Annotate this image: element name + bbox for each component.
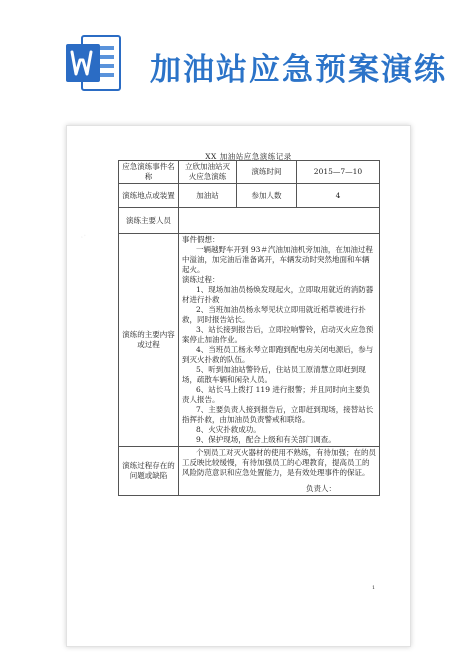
issues-label: 演练过程存在的问题或缺陷 bbox=[119, 447, 179, 496]
banner-title: 加油站应急预案演练 bbox=[150, 52, 447, 88]
drill-place-label: 演练地点或装置 bbox=[119, 184, 179, 208]
responsible-person-label: 负责人： bbox=[306, 484, 336, 493]
main-personnel-label: 演练主要人员 bbox=[119, 208, 179, 234]
participant-count-value: 4 bbox=[297, 184, 380, 208]
content-line: 4、当班员工杨永琴立即跑到配电房关闭电源后，参与到灭火扑救的队伍。 bbox=[182, 345, 374, 364]
drill-place-value: 加油站 bbox=[179, 184, 237, 208]
content-line: 一辆越野车开到 93＃汽油加油机旁加油，在加油过程中溢油，加完油后准备离开，车辆发动时突然地面和车辆起火。 bbox=[182, 245, 373, 274]
event-name-value: 立欣加油站灭火应急演练 bbox=[179, 161, 237, 184]
drill-record-table bbox=[118, 160, 380, 496]
main-personnel-value bbox=[179, 208, 380, 234]
drill-time-value: 2015—7—10 bbox=[297, 161, 380, 184]
table-row bbox=[119, 208, 380, 234]
drill-content-label: 演练的主要内容或过程 bbox=[119, 234, 179, 447]
issues-body bbox=[179, 447, 380, 496]
content-line: 7、主要负责人接到报告后，立即赶到现场，接替站长指挥扑救，由加油员负责警戒和联络。 bbox=[182, 405, 374, 424]
event-name-label: 应急演练事件名称 bbox=[119, 161, 179, 184]
participant-count-label: 参加人数 bbox=[237, 184, 297, 208]
page-marker: 1 bbox=[372, 585, 376, 591]
issues-line: 个别员工对灭火器材的使用不熟练，有待加强；在的员工反映比较缓慢，有待加强员工的心理教育，提高员工的风险防范意识和应急处置能力，是有效处理事件的保证。 bbox=[182, 448, 376, 477]
content-line: 5、听到加油站警铃后，住站员工原清慧立即赶到现场，疏散车辆和闲杂人员。 bbox=[182, 365, 366, 384]
table-row bbox=[119, 447, 380, 496]
table-row bbox=[119, 161, 380, 184]
content-line: 8、火灾扑救成功。 bbox=[196, 425, 261, 434]
drill-time-label: 演练时间 bbox=[237, 161, 297, 184]
content-line: 2、当班加油员杨永琴见状立即用就近稻草被进行扑救，同时报告站长。 bbox=[182, 305, 366, 324]
table-row bbox=[119, 234, 380, 447]
content-line: 9、保护现场，配合上级和有关部门调查。 bbox=[196, 435, 336, 444]
content-line: 6、站长马上拨打 119 进行报警；并且同时向主要负责人报告。 bbox=[182, 385, 370, 404]
document-title: XX 加油站应急演练记录 bbox=[205, 152, 292, 161]
content-line: 演练过程： bbox=[182, 275, 220, 284]
content-line: 事件假想： bbox=[182, 235, 220, 244]
word-doc-icon bbox=[62, 32, 124, 94]
drill-content-body bbox=[179, 234, 380, 447]
banner bbox=[0, 0, 474, 112]
content-line: 3、站长接到报告后，立即拉响警铃，启动灭火应急预案停止加油作业。 bbox=[182, 325, 374, 344]
table-row bbox=[119, 184, 380, 208]
content-line: 1、现场加油员杨焕发现起火，立即取用就近的消防器材进行扑救 bbox=[182, 285, 374, 304]
